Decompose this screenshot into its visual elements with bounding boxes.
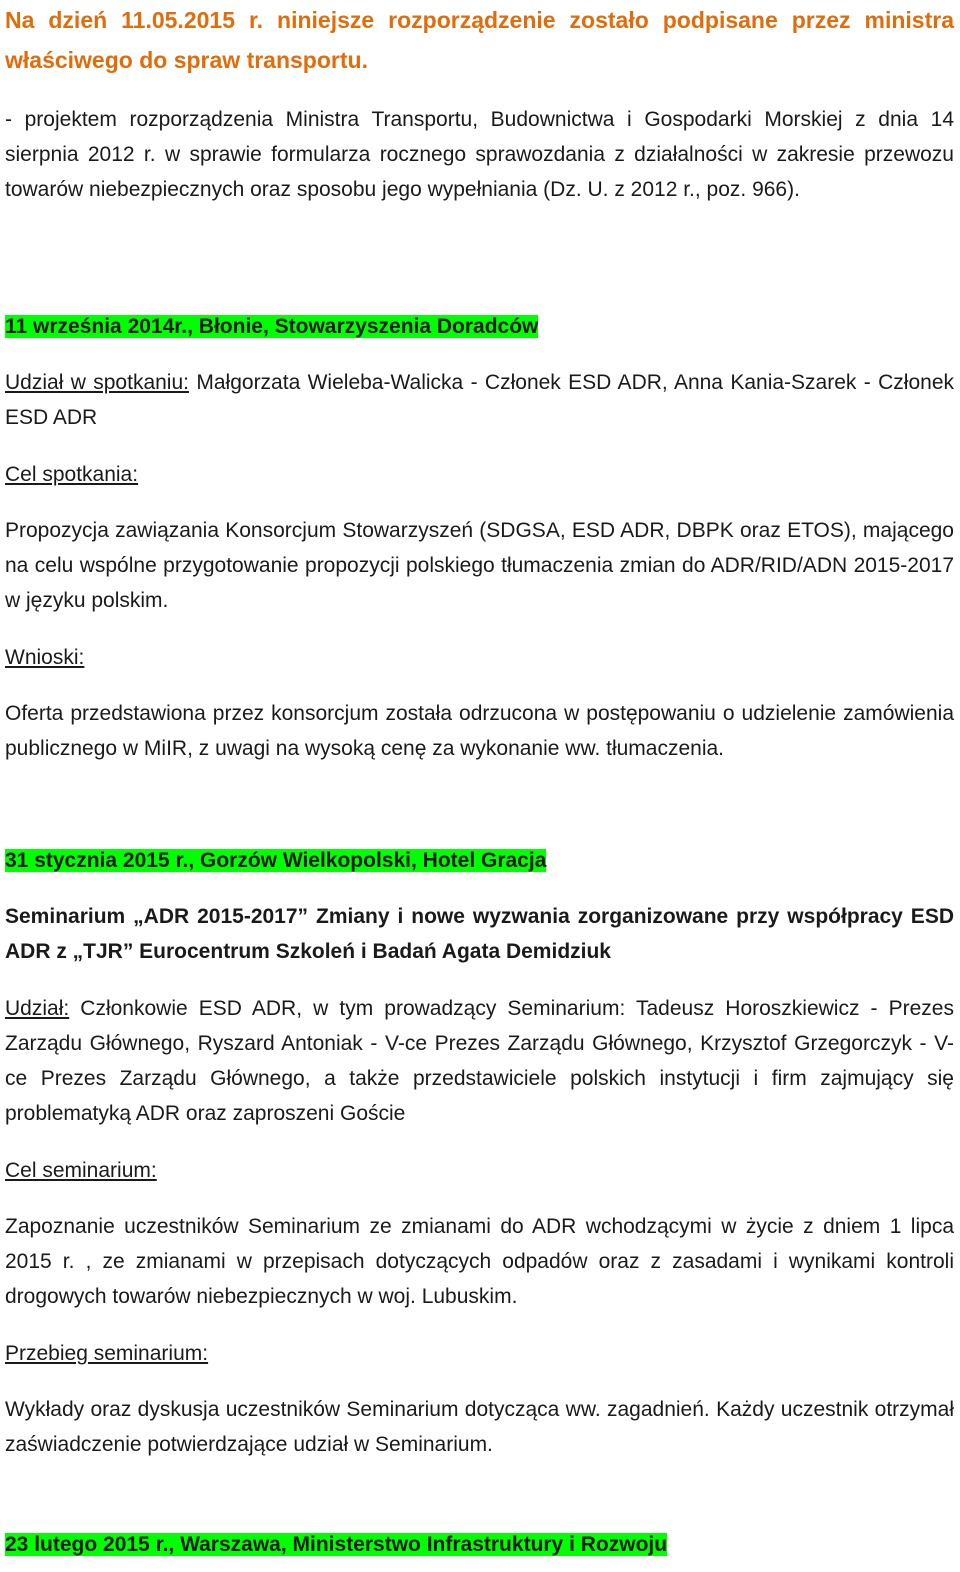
seminar-participants: [5, 991, 954, 1131]
meeting-1-participants-label: Udział w spotkaniu:: [5, 371, 189, 394]
seminar-course-text: Wykłady oraz dyskusja uczestników Seminarium dotycząca ww. zagadnień. Każdy uczestnik otrzymał zaświadczenie potwierdzające udział w Seminarium.: [5, 1398, 954, 1456]
seminar-goal-label: [5, 1153, 954, 1188]
meeting-2-heading: [5, 843, 954, 878]
meeting-1-participants-text: Małgorzata Wieleba-Walicka - Członek ESD ADR, Anna Kania-Szarek - Członek ESD ADR: [5, 371, 955, 429]
seminar-goal-text: Zapoznanie uczestników Seminarium ze zmianami do ADR wchodzącymi w życie z dniem 1 lipca 2015 r. , ze zmianami w przepisach dotyczących odpadów oraz z zasadami i wynikami kontroli drogowych towarów niebezpiecznych w woj. Lubuskim.: [5, 1215, 954, 1308]
meeting-1-participants: [5, 365, 954, 435]
meeting-3-heading: [5, 1527, 954, 1562]
meeting-1-goal-text: Propozycja zawiązania Konsorcjum Stowarzyszeń (SDGSA, ESD ADR, DBPK oraz ETOS), mającego na celu wspólne przygotowanie propozycji polskiego tłumaczenia zmian do ADR/RID/ADN 2015-2017 w języku polskim.: [5, 519, 954, 612]
project-reference: - projektem rozporządzenia Ministra Transportu, Budownictwa i Gospodarki Morskiej z dnia 14 sierpnia 2012 r. w sprawie formularza rocznego sprawozdania z działalności w zakresie przewozu towarów niebezpiecznych oraz sposobu jego wypełniania (Dz. U. z 2012 r., poz. 966).: [5, 108, 954, 201]
meeting-1-conclusions-label: [5, 640, 954, 675]
seminar-title: Seminarium „ADR 2015-2017” Zmiany i nowe wyzwania zorganizowane przy współpracy ESD ADR z „TJR” Eurocentrum Szkoleń i Badań Agata Demidziuk: [5, 905, 954, 963]
seminar-course-label: [5, 1336, 954, 1371]
seminar-course-label-text: Przebieg seminarium:: [5, 1342, 209, 1365]
meeting-1-heading: [5, 309, 954, 344]
meeting-2-place: , Gorzów Wielkopolski, Hotel Gracja: [188, 849, 547, 872]
seminar-participants-text: Członkowie ESD ADR, w tym prowadzący Seminarium: Tadeusz Horoszkiewicz - Prezes Zarządu Głównego, Ryszard Antoniak - V-ce Prezes Zarządu Głównego, Krzysztof Grzegorczyk - V-ce Prezes Zarządu Głównego, a także przedstawiciele polskich instytucji i firm zajmujący się problematyką ADR oraz zaproszeni Goście: [5, 997, 954, 1125]
meeting-3-date: 23 lutego 2015 r.: [5, 1533, 169, 1556]
meeting-1-date: 11 września 2014r.: [5, 315, 188, 338]
meeting-1-goal-label-text: Cel spotkania:: [5, 463, 139, 486]
meeting-1-goal-label: [5, 457, 954, 492]
meeting-1-place: , Błonie, Stowarzyszenia Doradców: [187, 315, 539, 338]
meeting-3-place: , Warszawa, Ministerstwo Infrastruktury i Rozwoju: [168, 1533, 668, 1556]
signing-notice: Na dzień 11.05.2015 r. niniejsze rozporządzenie zostało podpisane przez ministra właściwego do spraw transportu.: [5, 7, 954, 73]
seminar-goal-label-text: Cel seminarium:: [5, 1159, 157, 1182]
meeting-2-date: 31 stycznia 2015 r.: [5, 849, 189, 872]
seminar-participants-label: Udział:: [5, 997, 70, 1020]
meeting-1-conclusions-label-text: Wnioski:: [5, 646, 85, 669]
meeting-1-conclusions-text: Oferta przedstawiona przez konsorcjum została odrzucona w postępowaniu o udzielenie zamówienia publicznego w MiIR, z uwagi na wysoką cenę za wykonanie ww. tłumaczenia.: [5, 702, 954, 760]
